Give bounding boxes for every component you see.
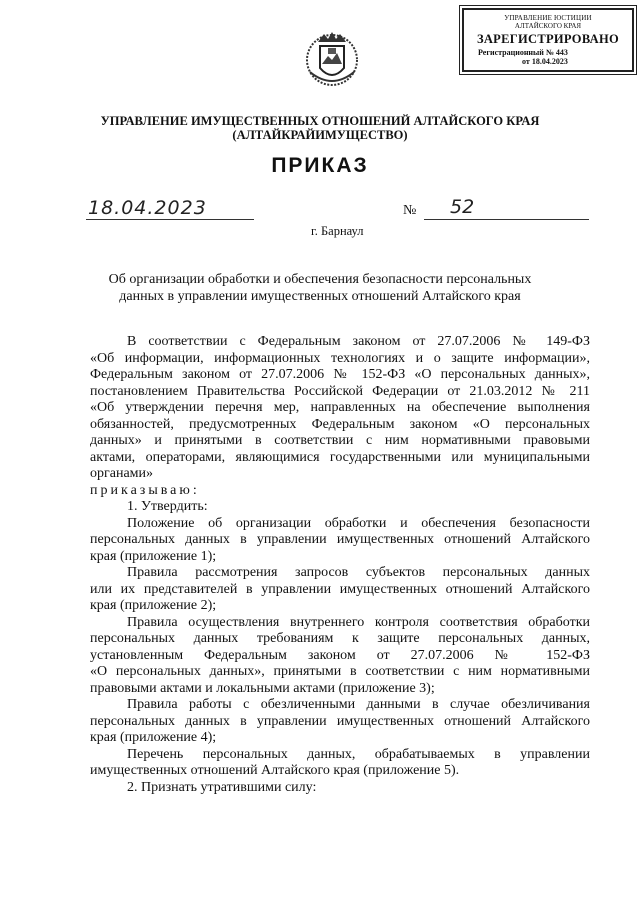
appendix-3-line: Правила осуществления внутреннего контроля соответствия обработки	[127, 614, 590, 630]
order-body	[90, 334, 590, 796]
appendix-4-line: персональных данных в управлении имущественных отношений Алтайского	[90, 713, 590, 729]
stamp-registered: ЗАРЕГИСТРИРОВАНО	[476, 32, 620, 46]
preamble-line: органами»	[90, 466, 154, 481]
preamble-line: «Об информации, информационных технологиях и о защите информации»,	[90, 350, 590, 366]
preamble-line: Федеральным законом от 27.07.2006 № 152-ФЗ «О персональных данных»,	[90, 367, 590, 382]
item-1: 1. Утвердить:	[127, 499, 208, 514]
preamble-line: обязанностей, предусмотренных Федеральным законом «О персональных	[90, 416, 590, 432]
appendix-2-line: Правила рассмотрения запросов субъектов персональных данных	[127, 565, 590, 580]
stamp-authority-line2: АЛТАЙСКОГО КРАЯ	[514, 22, 582, 30]
appendix-1-line: Положение об организации обработки и обеспечения безопасности	[127, 515, 590, 531]
item-2: 2. Признать утратившими силу:	[127, 779, 317, 795]
preamble-line: актами, операторами, являющимися государственными или муниципальными	[90, 449, 590, 465]
subject-line: данных в управлении имущественных отношений Алтайского края	[119, 289, 521, 304]
preamble-line: постановлением Правительства Российской Федерации от 21.03.2012 № 211	[90, 383, 590, 399]
order-subject	[0, 271, 640, 305]
appendix-1-line: персональных данных в управлении имущественных отношений Алтайского	[90, 532, 590, 547]
appendix-3-line: «О персональных данных», принятыми в соответствии с ним нормативными	[90, 664, 590, 679]
city: г. Барнаул	[311, 224, 364, 238]
date-underline	[86, 219, 254, 220]
appendix-4-line: Правила работы с обезличенными данными в случае обезличивания	[127, 697, 590, 712]
preamble-line: В соответствии с Федеральным законом от 27.07.2006 № 149-ФЗ	[127, 334, 590, 349]
appendix-3-line: установленным Федеральным законом от 27.07.2006 № 152-ФЗ	[90, 647, 590, 663]
appendix-2-line: края (приложение 2);	[90, 598, 217, 613]
stamp-reg-number: Регистрационный № 443	[478, 48, 568, 57]
registration-stamp	[462, 8, 634, 72]
appendix-4-line: края (приложение 4);	[90, 730, 217, 745]
order-word: приказываю:	[90, 482, 200, 498]
preamble-line: данных» и принятыми в соответствии с ним нормативными правовыми	[90, 433, 590, 448]
appendix-1-line: края (приложение 1);	[90, 548, 217, 564]
coat-of-arms-icon	[304, 24, 360, 94]
stamp-authority-line1: УПРАВЛЕНИЕ ЮСТИЦИИ	[504, 14, 592, 22]
order-date: 18.04.2023	[88, 197, 207, 219]
order-number: 52	[450, 196, 475, 218]
subject-line: Об организации обработки и обеспечения безопасности персональных	[108, 272, 532, 287]
preamble-line: «Об утверждении перечня мер, направленных на обеспечение выполнения	[90, 400, 590, 415]
number-underline	[424, 219, 589, 220]
organization-name: УПРАВЛЕНИЕ ИМУЩЕСТВЕННЫХ ОТНОШЕНИЙ АЛТАЙСКОГО КРАЯ	[100, 114, 540, 128]
number-label: №	[403, 203, 417, 218]
appendix-5-line: Перечень персональных данных, обрабатываемых в управлении	[127, 746, 590, 762]
document-title: ПРИКАЗ	[271, 154, 369, 177]
organization-abbr: (АЛТАЙКРАЙИМУЩЕСТВО)	[232, 128, 408, 142]
appendix-2-line: или их представителей в управлении имущественных отношений Алтайского	[90, 581, 590, 597]
stamp-reg-date: от 18.04.2023	[522, 57, 568, 66]
appendix-3-line: персональных данных требованиям к защите персональных данных,	[90, 631, 590, 646]
appendix-3-line: правовыми актами и локальными актами (приложение 3);	[90, 680, 435, 696]
appendix-5-line: имущественных отношений Алтайского края (приложение 5).	[90, 763, 460, 778]
